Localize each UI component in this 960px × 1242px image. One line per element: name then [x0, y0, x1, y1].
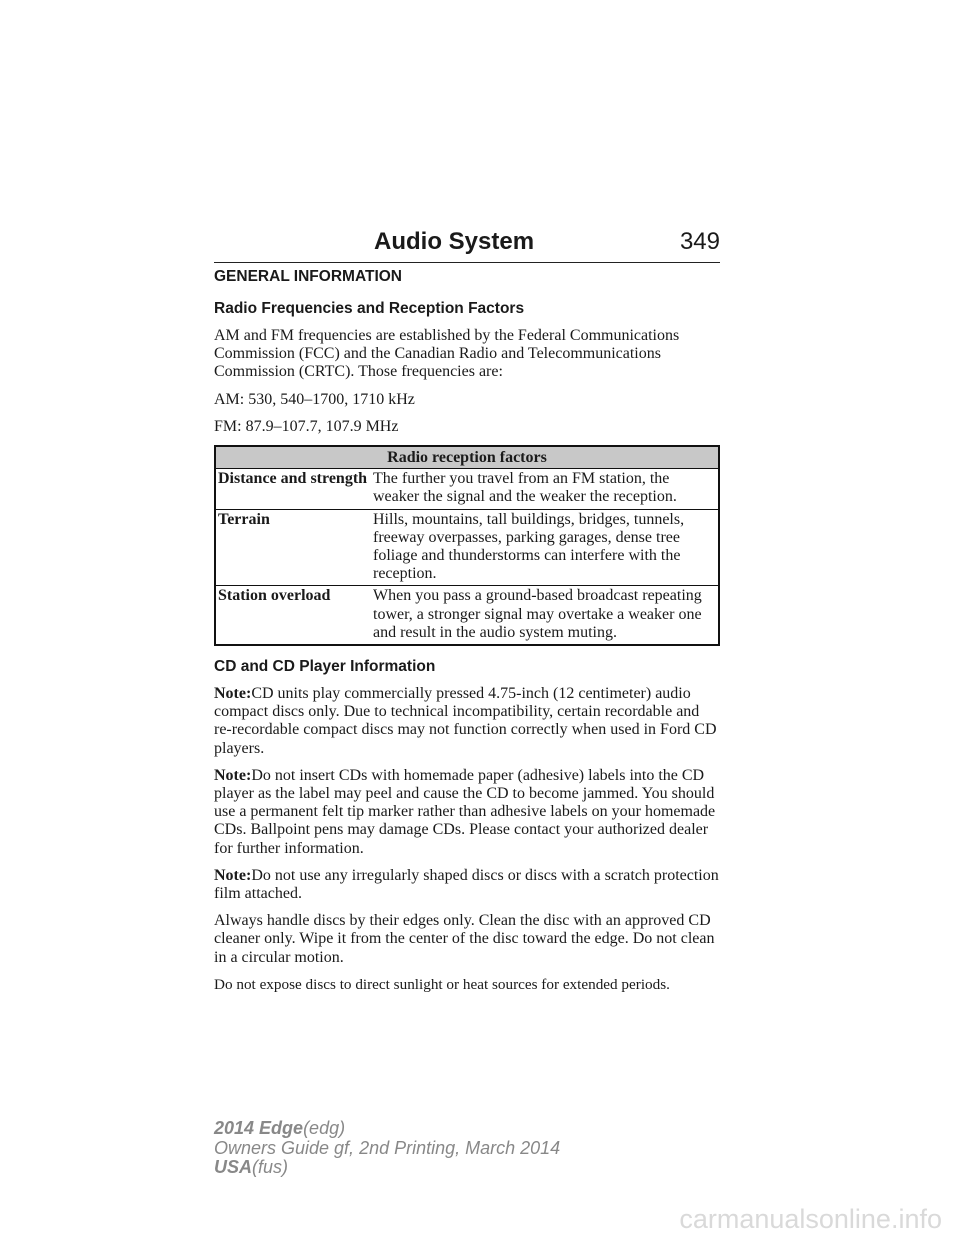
fm-frequencies: FM: 87.9–107.7, 107.9 MHz: [214, 417, 399, 435]
reception-factors-table: [214, 445, 720, 646]
radio-intro: AM and FM frequencies are established by the Federal Communications Commission (FCC) and the Canadian Radio and Telecommunications Commission (CRTC). Those frequencies are:: [214, 327, 680, 381]
table-row: [215, 509, 719, 586]
footer-model: 2014 Edge: [214, 1118, 304, 1138]
factor-cell: Distance and strength: [215, 469, 371, 509]
watermark: carmanualsonline.info: [679, 1204, 942, 1234]
section-heading: GENERAL INFORMATION: [214, 268, 403, 285]
page-number: 349: [679, 228, 720, 255]
page-title: Audio System: [374, 228, 535, 255]
factor-cell: Terrain: [215, 509, 371, 586]
table-title: Radio reception factors: [215, 446, 719, 469]
table-row: [215, 586, 719, 645]
note-label: Note:: [214, 866, 252, 884]
note-text: Do not use any irregularly shaped discs or discs with a scratch protection film attached.: [214, 866, 719, 903]
am-frequencies: AM: 530, 540–1700, 1710 kHz: [214, 390, 415, 408]
table-row: [215, 469, 719, 509]
footer-market-code: (fus): [252, 1157, 289, 1177]
document-footer: [214, 1119, 560, 1178]
footer-model-code: (edg): [303, 1118, 346, 1138]
cd-note: [214, 767, 720, 858]
note-text: CD units play commercially pressed 4.75-inch (12 centimeter) audio compact discs only. Due to technical incompatibility, certain recordable and re-recordable compact discs may not function correctly when used in Ford CD players.: [214, 685, 717, 757]
disc-sunlight-paragraph: Do not expose discs to direct sunlight or heat sources for extended periods.: [214, 975, 670, 993]
cd-heading: CD and CD Player Information: [214, 658, 436, 676]
note-label: Note:: [214, 766, 252, 784]
cd-note: [214, 867, 720, 903]
description-cell: The further you travel from an FM station, the weaker the signal and the weaker the reception.: [371, 469, 719, 509]
radio-heading: Radio Frequencies and Reception Factors: [214, 300, 525, 317]
page-content: [214, 268, 720, 1003]
footer-market: USA: [214, 1157, 253, 1177]
page-header: [214, 228, 720, 263]
description-cell: Hills, mountains, tall buildings, bridges, tunnels, freeway overpasses, parking garages, dense tree foliage and thunderstorms can interfere with the reception.: [371, 509, 719, 586]
description-cell: When you pass a ground-based broadcast repeating tower, a stronger signal may overtake a weaker one and result in the audio system muting.: [371, 586, 719, 645]
note-label: Note:: [214, 685, 252, 703]
disc-handling-paragraph: Always handle discs by their edges only. Clean the disc with an approved CD cleaner only. Wipe it from the center of the disc toward the edge. Do not clean in a circular motion.: [214, 912, 715, 966]
cd-note: [214, 685, 720, 758]
note-text: Do not insert CDs with homemade paper (adhesive) labels into the CD player as the label may peel and cause the CD to become jammed. You should use a permanent felt tip marker rather than adhesive labels on your homemade CDs. Ballpoint pens may damage CDs. Please contact your authorized dealer for further information.: [214, 766, 716, 857]
footer-printing: Owners Guide gf, 2nd Printing, March 2014: [214, 1137, 561, 1158]
factor-cell: Station overload: [215, 586, 371, 645]
